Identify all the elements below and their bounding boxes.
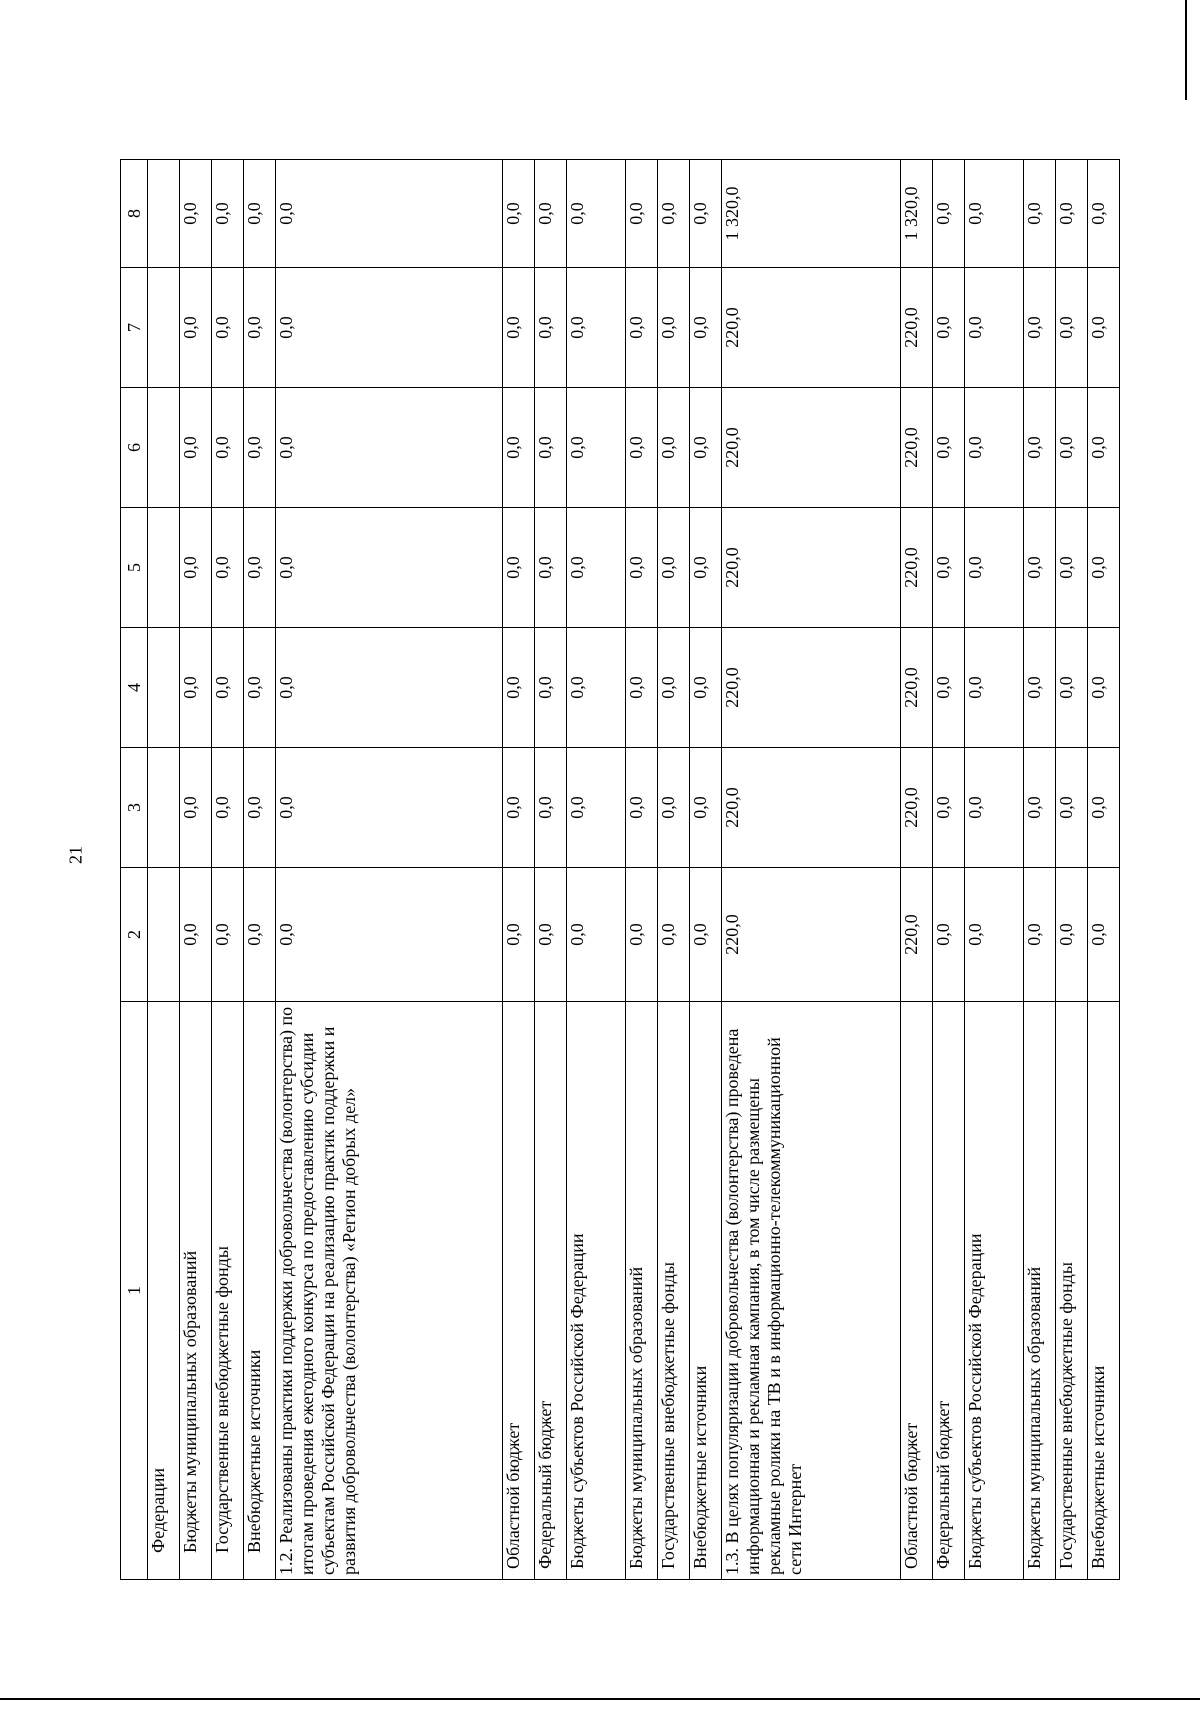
value-cell-col-4: 0,0 (503, 628, 535, 748)
value-cell-col-2: 0,0 (625, 868, 657, 1002)
value-cell-col-3: 0,0 (1087, 748, 1119, 868)
value-cell-col-5: 0,0 (212, 508, 244, 628)
value-cell-col-2: 0,0 (1055, 868, 1087, 1002)
value-cell-col-2: 0,0 (657, 868, 689, 1002)
table-row (567, 160, 625, 1580)
value-cell-col-8: 0,0 (625, 160, 657, 268)
value-cell-col-7: 220,0 (721, 268, 900, 388)
value-cell-col-3: 0,0 (535, 748, 567, 868)
table-row (212, 160, 244, 1580)
value-cell-col-7: 0,0 (933, 268, 965, 388)
value-cell-col-5 (148, 508, 180, 628)
value-cell-col-4: 0,0 (1055, 628, 1087, 748)
value-cell-col-4 (148, 628, 180, 748)
value-cell-col-8: 0,0 (1055, 160, 1087, 268)
value-cell-col-7: 0,0 (1055, 268, 1087, 388)
column-header-7: 7 (121, 268, 148, 388)
column-header-8: 8 (121, 160, 148, 268)
value-cell-col-8: 1 320,0 (721, 160, 900, 268)
table-body (148, 160, 1120, 1580)
value-cell-col-2 (148, 868, 180, 1002)
value-cell-col-6: 0,0 (1087, 388, 1119, 508)
value-cell-col-7: 0,0 (625, 268, 657, 388)
value-cell-col-5: 0,0 (276, 508, 503, 628)
row-label: Государственные внебюджетные фонды (1055, 1002, 1087, 1580)
value-cell-col-6 (148, 388, 180, 508)
table-row (657, 160, 689, 1580)
value-cell-col-6: 220,0 (721, 388, 900, 508)
value-cell-col-7: 0,0 (503, 268, 535, 388)
value-cell-col-2: 0,0 (965, 868, 1023, 1002)
row-label: Государственные внебюджетные фонды (212, 1002, 244, 1580)
value-cell-col-4: 0,0 (212, 628, 244, 748)
value-cell-col-8: 0,0 (212, 160, 244, 268)
row-label: Областной бюджет (901, 1002, 933, 1580)
value-cell-col-7: 0,0 (180, 268, 212, 388)
value-cell-col-6: 220,0 (901, 388, 933, 508)
value-cell-col-8: 0,0 (180, 160, 212, 268)
value-cell-col-4: 220,0 (721, 628, 900, 748)
value-cell-col-2: 0,0 (1087, 868, 1119, 1002)
value-cell-col-6: 0,0 (657, 388, 689, 508)
value-cell-col-4: 0,0 (689, 628, 721, 748)
scan-edge-line-bottom (0, 1698, 1200, 1700)
value-cell-col-3: 0,0 (965, 748, 1023, 868)
value-cell-col-3 (148, 748, 180, 868)
value-cell-col-4: 220,0 (901, 628, 933, 748)
value-cell-col-2: 0,0 (212, 868, 244, 1002)
value-cell-col-4: 0,0 (244, 628, 276, 748)
value-cell-col-7: 0,0 (1023, 268, 1055, 388)
value-cell-col-3: 0,0 (689, 748, 721, 868)
value-cell-col-5: 0,0 (1023, 508, 1055, 628)
value-cell-col-2: 0,0 (567, 868, 625, 1002)
row-label: Бюджеты муниципальных образований (180, 1002, 212, 1580)
value-cell-col-7: 0,0 (535, 268, 567, 388)
value-cell-col-5: 0,0 (965, 508, 1023, 628)
value-cell-col-7: 0,0 (244, 268, 276, 388)
value-cell-col-8: 0,0 (276, 160, 503, 268)
rotated-table-container (120, 160, 1120, 1580)
value-cell-col-3: 0,0 (657, 748, 689, 868)
value-cell-col-3: 0,0 (567, 748, 625, 868)
value-cell-col-6: 0,0 (933, 388, 965, 508)
value-cell-col-2: 220,0 (721, 868, 900, 1002)
value-cell-col-5: 220,0 (721, 508, 900, 628)
budget-table (120, 159, 1120, 1580)
value-cell-col-4: 0,0 (180, 628, 212, 748)
column-header-4: 4 (121, 628, 148, 748)
scan-edge-line-top (1185, 0, 1187, 100)
row-label: Федеральный бюджет (933, 1002, 965, 1580)
column-header-1: 1 (121, 1002, 148, 1580)
table-row (148, 160, 180, 1580)
row-label: 1.2. Реализованы практики поддержки добровольчества (волонтерства) по итогам проведения ежегодного конкурса по предоставлению субсидии субъектам Российской Федерации на реализацию практик поддержки и развития добровольчества (волонтерства) «Регион добрых дел» (276, 1002, 503, 1580)
value-cell-col-2: 0,0 (503, 868, 535, 1002)
table-row (933, 160, 965, 1580)
value-cell-col-6: 0,0 (535, 388, 567, 508)
value-cell-col-3: 0,0 (244, 748, 276, 868)
value-cell-col-2: 0,0 (276, 868, 503, 1002)
row-label: Внебюджетные источники (244, 1002, 276, 1580)
row-label: Внебюджетные источники (689, 1002, 721, 1580)
table-row (503, 160, 535, 1580)
value-cell-col-6: 0,0 (180, 388, 212, 508)
value-cell-col-7: 0,0 (276, 268, 503, 388)
value-cell-col-8: 0,0 (933, 160, 965, 268)
column-header-6: 6 (121, 388, 148, 508)
value-cell-col-6: 0,0 (503, 388, 535, 508)
value-cell-col-6: 0,0 (244, 388, 276, 508)
column-header-3: 3 (121, 748, 148, 868)
value-cell-col-5: 220,0 (901, 508, 933, 628)
row-label: Бюджеты муниципальных образований (625, 1002, 657, 1580)
value-cell-col-8: 0,0 (567, 160, 625, 268)
value-cell-col-5: 0,0 (535, 508, 567, 628)
value-cell-col-7: 0,0 (1087, 268, 1119, 388)
value-cell-col-6: 0,0 (625, 388, 657, 508)
value-cell-col-4: 0,0 (625, 628, 657, 748)
value-cell-col-3: 0,0 (212, 748, 244, 868)
value-cell-col-5: 0,0 (503, 508, 535, 628)
value-cell-col-5: 0,0 (1087, 508, 1119, 628)
value-cell-col-3: 0,0 (625, 748, 657, 868)
table-row (625, 160, 657, 1580)
value-cell-col-7: 0,0 (965, 268, 1023, 388)
row-label: 1.3. В целях популяризации добровольчества (волонтерства) проведена информационная и рекламная кампания, в том числе размещены рекламные ролики на ТВ и в информационно-телекоммуникационной сети Интернет (721, 1002, 900, 1580)
table-row (965, 160, 1023, 1580)
value-cell-col-2: 0,0 (244, 868, 276, 1002)
value-cell-col-4: 0,0 (933, 628, 965, 748)
value-cell-col-2: 0,0 (689, 868, 721, 1002)
row-label: Федерации (148, 1002, 180, 1580)
row-label: Внебюджетные источники (1087, 1002, 1119, 1580)
table-row (535, 160, 567, 1580)
value-cell-col-6: 0,0 (567, 388, 625, 508)
row-label: Бюджеты субъектов Российской Федерации (965, 1002, 1023, 1580)
value-cell-col-7 (148, 268, 180, 388)
row-label: Государственные внебюджетные фонды (657, 1002, 689, 1580)
page-number: 21 (65, 846, 86, 864)
value-cell-col-5: 0,0 (180, 508, 212, 628)
value-cell-col-5: 0,0 (657, 508, 689, 628)
value-cell-col-8 (148, 160, 180, 268)
table-row (1055, 160, 1087, 1580)
value-cell-col-8: 1 320,0 (901, 160, 933, 268)
value-cell-col-5: 0,0 (933, 508, 965, 628)
value-cell-col-8: 0,0 (244, 160, 276, 268)
value-cell-col-4: 0,0 (567, 628, 625, 748)
value-cell-col-3: 0,0 (503, 748, 535, 868)
header-row (121, 160, 148, 1580)
value-cell-col-8: 0,0 (1023, 160, 1055, 268)
value-cell-col-4: 0,0 (965, 628, 1023, 748)
value-cell-col-3: 0,0 (180, 748, 212, 868)
value-cell-col-3: 0,0 (276, 748, 503, 868)
value-cell-col-5: 0,0 (689, 508, 721, 628)
value-cell-col-2: 0,0 (1023, 868, 1055, 1002)
table-row (1087, 160, 1119, 1580)
value-cell-col-8: 0,0 (657, 160, 689, 268)
value-cell-col-6: 0,0 (965, 388, 1023, 508)
value-cell-col-7: 0,0 (689, 268, 721, 388)
value-cell-col-2: 0,0 (933, 868, 965, 1002)
value-cell-col-5: 0,0 (1055, 508, 1087, 628)
value-cell-col-4: 0,0 (276, 628, 503, 748)
value-cell-col-8: 0,0 (535, 160, 567, 268)
value-cell-col-7: 0,0 (657, 268, 689, 388)
value-cell-col-4: 0,0 (1087, 628, 1119, 748)
row-label: Бюджеты муниципальных образований (1023, 1002, 1055, 1580)
value-cell-col-6: 0,0 (276, 388, 503, 508)
value-cell-col-6: 0,0 (689, 388, 721, 508)
value-cell-col-3: 0,0 (1023, 748, 1055, 868)
value-cell-col-3: 220,0 (901, 748, 933, 868)
value-cell-col-6: 0,0 (212, 388, 244, 508)
value-cell-col-2: 0,0 (180, 868, 212, 1002)
value-cell-col-2: 220,0 (901, 868, 933, 1002)
value-cell-col-5: 0,0 (244, 508, 276, 628)
value-cell-col-8: 0,0 (965, 160, 1023, 268)
row-label: Областной бюджет (503, 1002, 535, 1580)
value-cell-col-6: 0,0 (1023, 388, 1055, 508)
value-cell-col-8: 0,0 (503, 160, 535, 268)
value-cell-col-7: 0,0 (567, 268, 625, 388)
value-cell-col-5: 0,0 (567, 508, 625, 628)
value-cell-col-7: 220,0 (901, 268, 933, 388)
value-cell-col-6: 0,0 (1055, 388, 1087, 508)
value-cell-col-4: 0,0 (1023, 628, 1055, 748)
table-row (689, 160, 721, 1580)
value-cell-col-3: 0,0 (1055, 748, 1087, 868)
value-cell-col-5: 0,0 (625, 508, 657, 628)
value-cell-col-4: 0,0 (657, 628, 689, 748)
table-row (901, 160, 933, 1580)
table-row (276, 160, 503, 1580)
value-cell-col-8: 0,0 (689, 160, 721, 268)
value-cell-col-4: 0,0 (535, 628, 567, 748)
value-cell-col-3: 0,0 (933, 748, 965, 868)
value-cell-col-8: 0,0 (1087, 160, 1119, 268)
table-row (244, 160, 276, 1580)
column-header-2: 2 (121, 868, 148, 1002)
row-label: Федеральный бюджет (535, 1002, 567, 1580)
table-row (721, 160, 900, 1580)
value-cell-col-2: 0,0 (535, 868, 567, 1002)
value-cell-col-7: 0,0 (212, 268, 244, 388)
value-cell-col-3: 220,0 (721, 748, 900, 868)
column-header-5: 5 (121, 508, 148, 628)
table-row (180, 160, 212, 1580)
row-label: Бюджеты субъектов Российской Федерации (567, 1002, 625, 1580)
table-row (1023, 160, 1055, 1580)
